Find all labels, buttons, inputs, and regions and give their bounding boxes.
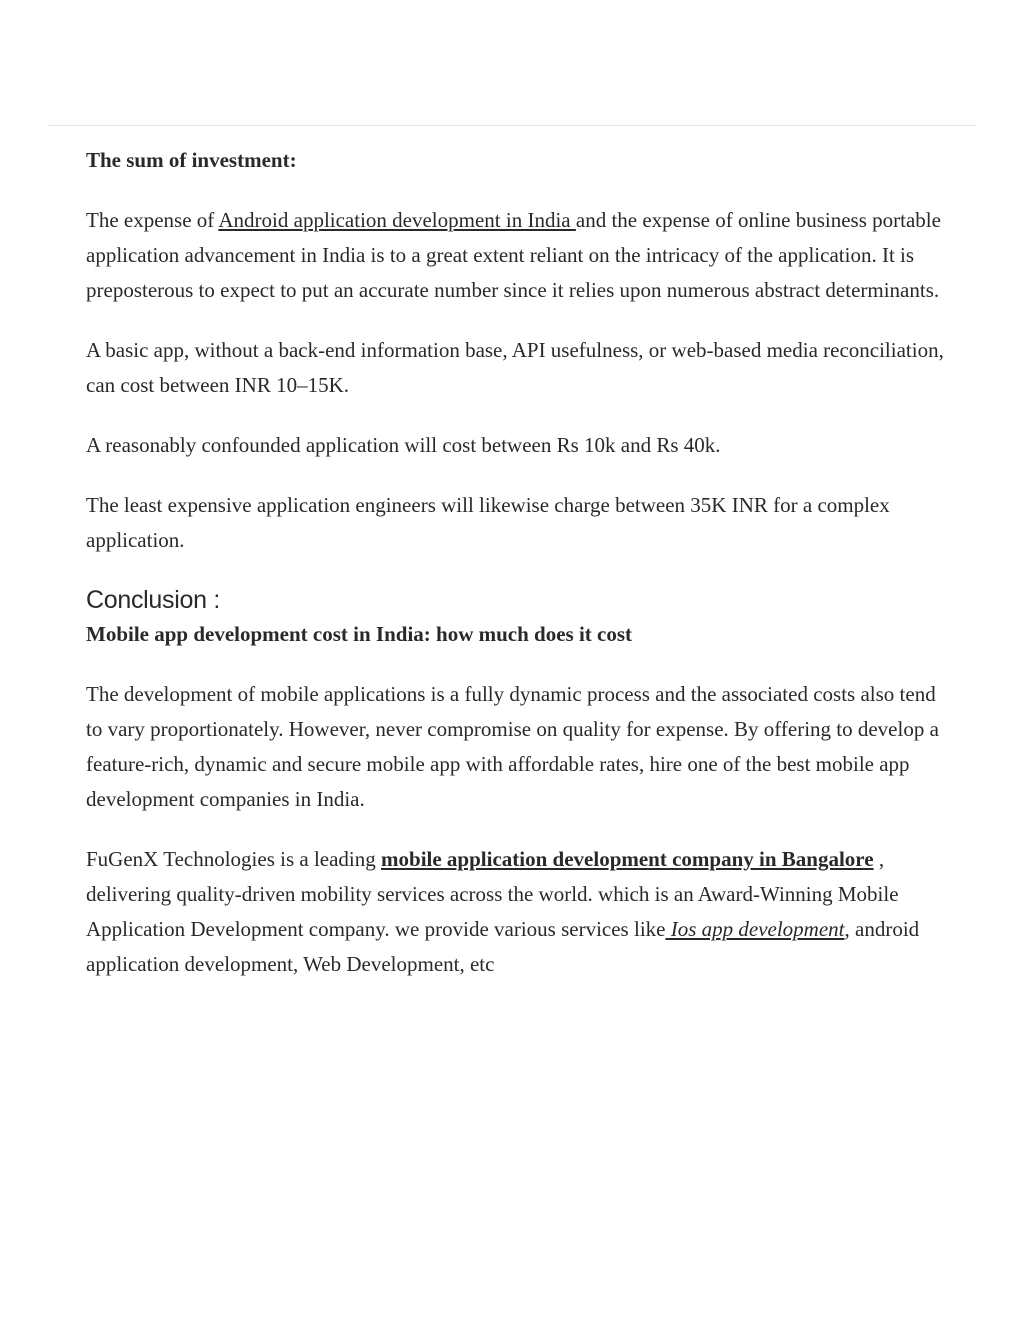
paragraph-text: , delivering quality-driven mobility services across the world. which is an Award-Winning Mobile Application Development company. we provide various services like [86, 847, 899, 941]
top-divider [48, 125, 976, 126]
paragraph-fugenx [86, 842, 946, 982]
conclusion-heading: Conclusion : [86, 586, 220, 614]
paragraph-text: , android application development, Web Development, etc [86, 917, 920, 976]
paragraph-text: FuGenX Technologies is a leading [86, 847, 382, 871]
paragraph-basic-app: A basic app, without a back-end information base, API usefulness, or web-based media reconciliation, can cost between INR 10–15K. [86, 338, 944, 397]
paragraph-text: The expense of [86, 208, 219, 232]
investment-heading: The sum of investment: [86, 148, 297, 172]
paragraph-conclusion: The development of mobile applications is a fully dynamic process and the associated costs also tend to vary proportionately. However, never compromise on quality for expense. By offering to develop a feature-rich, dynamic and secure mobile app with affordable rates, hire one of the best mobile app development companies in India. [86, 682, 939, 811]
conclusion-subheading: Mobile app development cost in India: how much does it cost [86, 622, 633, 646]
paragraph-moderate-app: A reasonably confounded application will cost between Rs 10k and Rs 40k. [86, 433, 721, 457]
paragraph-complex-app: The least expensive application engineers will likewise charge between 35K INR for a complex application. [86, 493, 890, 552]
paragraph-text: and the expense of online business portable application advancement in India is to a great extent reliant on the intricacy of the application. It is preposterous to expect to put an accurate number since it relies upon numerous abstract determinants. [86, 208, 941, 302]
article-body [86, 143, 946, 1007]
android-development-link[interactable]: Android application development in India [218, 208, 576, 232]
paragraph-android-cost [86, 203, 946, 308]
bangalore-company-link[interactable]: mobile application development company in Bangalore [381, 847, 874, 871]
ios-development-link[interactable]: Ios app development [665, 917, 845, 941]
